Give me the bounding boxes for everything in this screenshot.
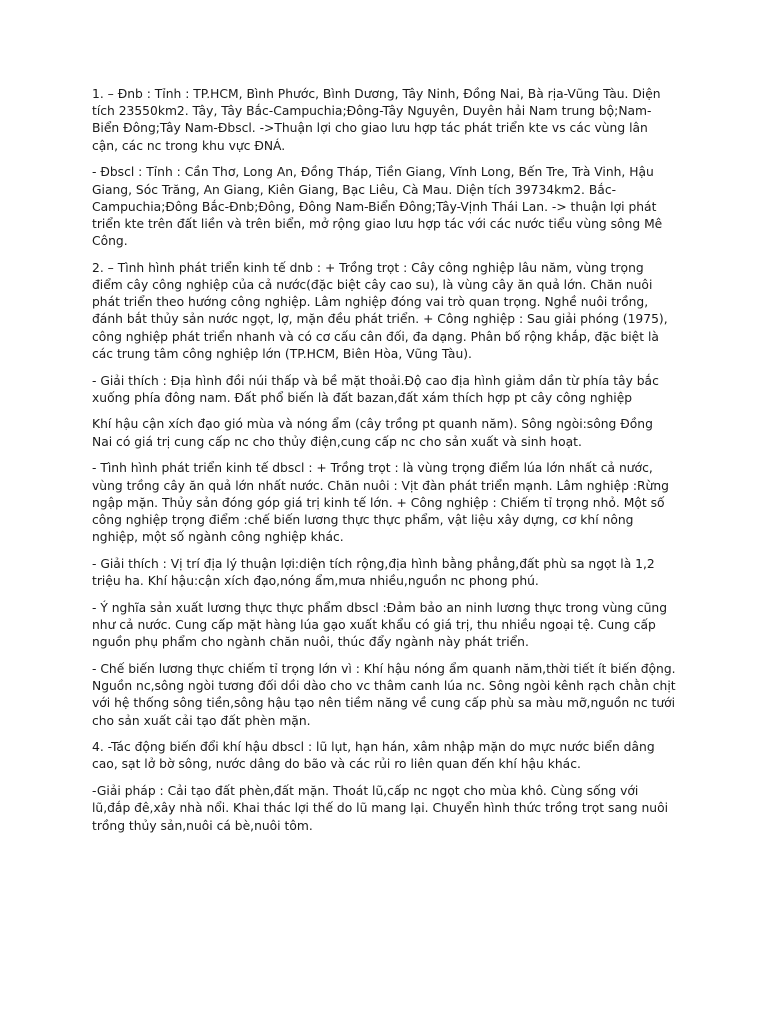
paragraph-2: - Đbscl : Tỉnh : Cần Thơ, Long An, Đồng Tháp, Tiền Giang, Vĩnh Long, Bến Tre, Trà Vinh, Hậu Giang, Sóc Trăng, An Giang, Kiên Giang, Bạc Liêu, Cà Mau. Diện tích 39734km2. Bắc-Campuchia;Đông Bắc-Đnb;Đông, Đông Nam-Biển Đông;Tây-Vịnh Thái Lan. -> thuận lợi phát triển kte trên đất liền và trên biển, mở rộng giao lưu hợp tác với các nước tiểu vùng sông Mê Công. [92,165,663,249]
paragraph-1: 1. – Đnb : Tỉnh : TP.HCM, Bình Phước, Bình Dương, Tây Ninh, Đồng Nai, Bà rịa-Vũng Tàu. Diện tích 23550km2. Tây, Tây Bắc-Campuchia;Đông-Tây Nguyên, Duyên hải Nam trung bộ;Nam-Biển Đông;Tây Nam-Đbscl. ->Thuận lợi cho giao lưu hợp tác phát triển kte vs các vùng lân cận, các nc trong khu vực ĐNÁ. [92,87,661,153]
paragraph-6: - Tình hình phát triển kinh tế dbscl : + Trồng trọt : là vùng trọng điểm lúa lớn nhất cả nước, vùng trồng cây ăn quả lớn nhất nước. Chăn nuôi : Vịt đàn phát triển mạnh. Lâm nghiệp :Rừng ngập mặn. Thủy sản đóng góp giá trị kinh tế lớn. + Công nghiệp : Chiếm tỉ trọng nhỏ. Một số công nghiệp trọng điểm :chế biến lương thực thực phẩm, vật liệu xây dựng, cơ khí nông nghiệp, một số ngành công nghiệp khác. [92,461,669,545]
paragraph-7: - Giải thích : Vị trí địa lý thuận lợi:diện tích rộng,địa hình bằng phẳng,đất phù sa ngọt là 1,2 triệu ha. Khí hậu:cận xích đạo,nóng ẩm,mưa nhiều,nguồn nc phong phú. [92,556,655,589]
paragraph-5: Khí hậu cận xích đạo gió mùa và nóng ẩm (cây trồng pt quanh năm). Sông ngòi:sông Đồng Nai có giá trị cung cấp nc cho thủy điện,cung cấp nc cho sản xuất và sinh hoạt. [92,417,653,449]
paragraph-11: -Giải pháp : Cải tạo đất phèn,đất mặn. Thoát lũ,cấp nc ngọt cho mùa khô. Cùng sống với lũ,đắp đê,xây nhà nổi. Khai thác lợi thế do lũ mang lại. Chuyển hình thức trồng trọt sang nuôi trồng thủy sản,nuôi cá bè,nuôi tôm. [92,784,669,833]
paragraph-9: - Chế biến lương thực chiếm tỉ trọng lớn vì : Khí hậu nóng ẩm quanh năm,thời tiết ít biến động. Nguồn nc,sông ngòi tương đối dồi dào cho vc thâm canh lúa nc. Sông ngòi kênh rạch chằn chịt với hệ thống sông tiền,sông hậu tạo nên tiềm năng về cung cấp phù sa màu mỡ,nguồn nc tưới cho sản xuất cải tạo đất phèn mặn. [92,661,676,728]
paragraph-3: 2. – Tình hình phát triển kinh tế dnb : + Trồng trọt : Cây công nghiệp lâu năm, vùng trọng điểm cây công nghiệp của cả nước(đặc biệt cây cao su), là vùng cây ăn quả lớn. Chăn nuôi phát triển theo hướng công nghiệp. Lâm nghiệp đóng vai trò quan trọng. Nghề nuôi trồng, đánh bắt thủy sản nước ngọt, lợ, mặn đều phát triển. + Công nghiệp : Sau giải phóng (1975), công nghiệp phát triển nhanh và có cơ cấu cân đối, đa dạng. Phân bố rộng khắp, đặc biệt là các trung tâm công nghiệp lớn (TP.HCM, Biên Hòa, Vũng Tàu). [92,260,668,361]
paragraph-10: 4. -Tác động biến đổi khí hậu dbscl : lũ lụt, hạn hán, xâm nhập mặn do mực nước biển dâng cao, sạt lở bờ sông, nước dâng do bão và các rủi ro liên quan đến khí hậu khác. [92,740,655,772]
document-page [92,86,676,844]
paragraph-8: - Ý nghĩa sản xuất lương thực thực phẩm dbscl :Đảm bảo an ninh lương thực trong vùng cũng như cả nước. Cung cấp mặt hàng lúa gạo xuất khẩu có giá trị, thu nhiều ngoại tệ. Cung cấp nguồn phụ phẩm cho ngành chăn nuôi, thúc đẩy ngành này phát triển. [92,600,668,650]
paragraph-4: - Giải thích : Địa hình đồi núi thấp và bề mặt thoải.Độ cao địa hình giảm dần từ phía tây bắc xuống phía đông nam. Đất phổ biến là đất bazan,đất xám thích hợp pt cây công nghiệp [92,373,659,405]
